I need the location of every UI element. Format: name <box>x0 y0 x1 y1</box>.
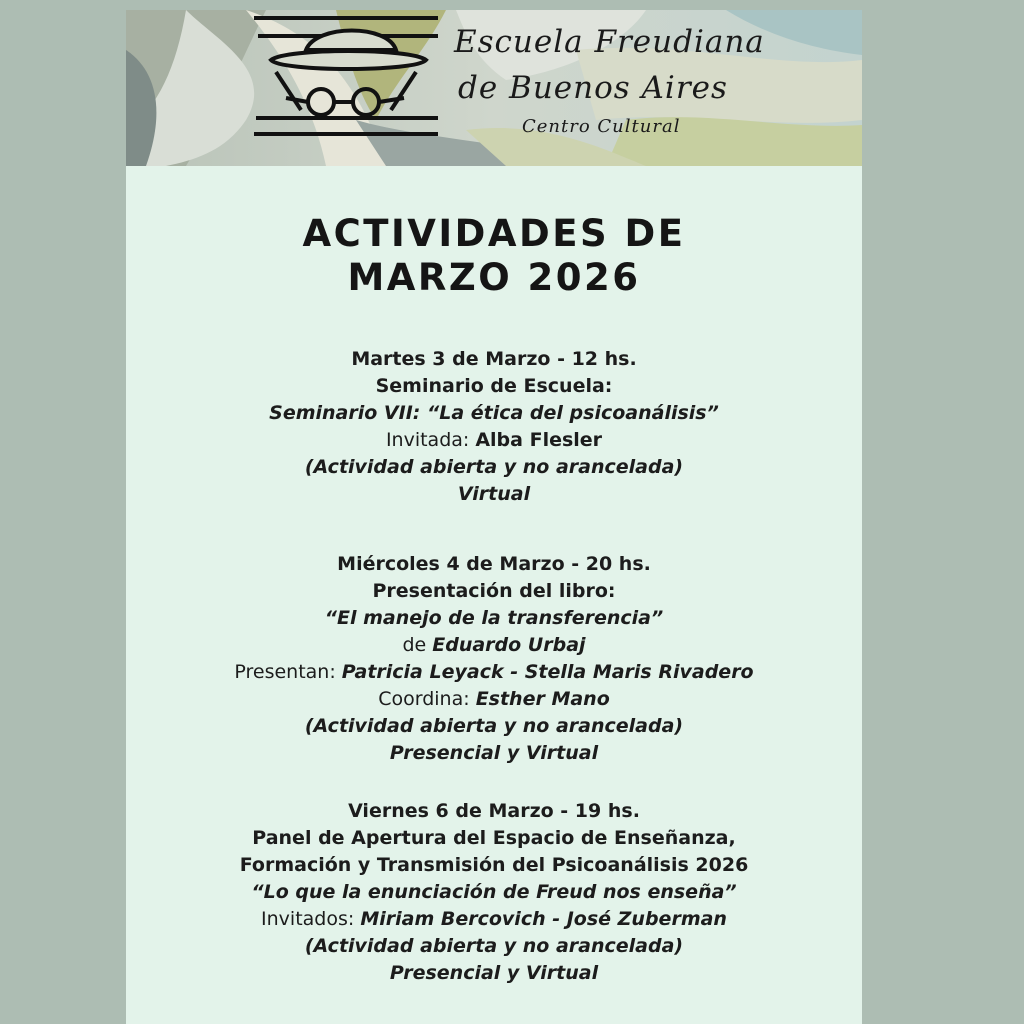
coordinator-name: Esther Mano <box>475 688 610 710</box>
title-line1: ACTIVIDADES DE <box>302 212 686 255</box>
org-name-line2: de Buenos Aires <box>458 70 728 106</box>
event-author <box>126 632 862 659</box>
event-block-1 <box>126 346 862 508</box>
event-guest <box>126 427 862 454</box>
event-type-line2: Formación y Transmisión del Psicoanálisis 2026 <box>239 854 749 876</box>
author-label: de <box>402 634 433 656</box>
event-block-3 <box>126 798 862 987</box>
event-mode: Presencial y Virtual <box>389 742 599 764</box>
event-mode: Presencial y Virtual <box>389 962 599 984</box>
event-date: Martes 3 de Marzo - 12 hs. <box>351 348 637 370</box>
flyer-panel <box>126 10 862 1024</box>
event-coordinator <box>126 686 862 713</box>
guest-name: Alba Flesler <box>475 429 603 451</box>
event-subject: “Lo que la enunciación de Freud nos enseña” <box>251 881 737 903</box>
event-date: Miércoles 4 de Marzo - 20 hs. <box>337 553 651 575</box>
guest-label: Invitada: <box>385 429 476 451</box>
guests-label: Invitados: <box>261 908 361 930</box>
event-access: (Actividad abierta y no arancelada) <box>304 935 684 957</box>
presenters-names: Patricia Leyack - Stella Maris Rivadero <box>341 661 754 683</box>
guests-names: Miriam Bercovich - José Zuberman <box>360 908 727 930</box>
event-subject: “El manejo de la transferencia” <box>324 607 664 629</box>
presenters-label: Presentan: <box>234 661 342 683</box>
event-type: Seminario de Escuela: <box>375 375 613 397</box>
event-date: Viernes 6 de Marzo - 19 hs. <box>348 800 640 822</box>
author-name: Eduardo Urbaj <box>432 634 586 656</box>
event-type: Presentación del libro: <box>372 580 616 602</box>
event-access: (Actividad abierta y no arancelada) <box>304 715 684 737</box>
event-type-line1: Panel de Apertura del Espacio de Enseñanza, <box>252 827 736 849</box>
title-line2: MARZO 2026 <box>347 256 641 299</box>
org-subtitle: Centro Cultural <box>522 116 681 137</box>
event-access: (Actividad abierta y no arancelada) <box>304 456 684 478</box>
event-block-2 <box>126 551 862 767</box>
coordinator-label: Coordina: <box>378 688 476 710</box>
event-mode: Virtual <box>457 483 531 505</box>
event-presenters <box>126 659 862 686</box>
header-banner <box>126 10 862 166</box>
event-subject: Seminario VII: “La ética del psicoanálisis” <box>269 402 719 424</box>
page-title <box>126 212 862 300</box>
org-name-line1: Escuela Freudiana <box>454 24 765 60</box>
event-guests <box>126 906 862 933</box>
